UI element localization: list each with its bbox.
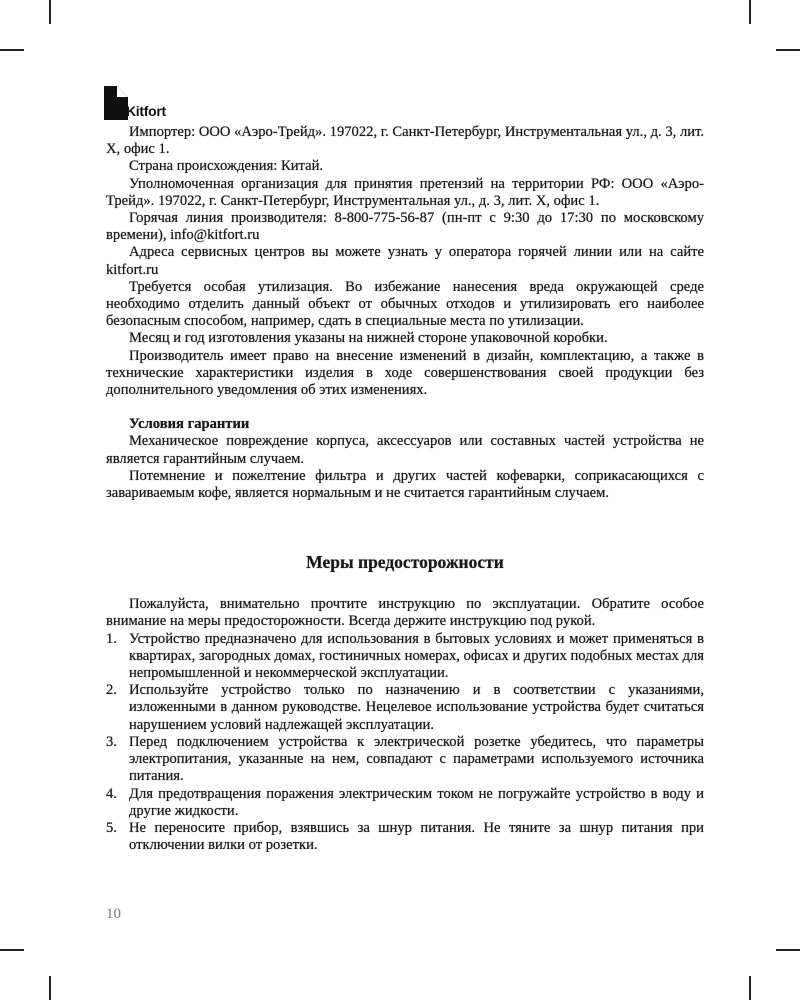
list-item-number: 1. — [106, 630, 117, 647]
list-item — [106, 820, 704, 854]
warranty-paragraph: Механическое повреждение корпуса, аксессуаров или составных частей устройства не является гарантийным случаем. — [106, 433, 704, 467]
brand-logo — [104, 84, 166, 120]
list-item-text: Устройство предназначено для использования в бытовых условиях и может применяться в квартирах, загородных домах, гостиничных номерах, офисах и других подобных местах для непромышленной и некоммерческой эксплуатации. — [129, 630, 704, 682]
list-item-number: 4. — [106, 785, 117, 802]
list-item-text: Не переносите прибор, взявшись за шнур питания. Не тяните за шнур питания при отключении вилки от розетки. — [129, 819, 704, 854]
warranty-heading: Условия гарантии — [129, 416, 250, 433]
page-content — [106, 124, 704, 854]
precautions-title: Меры предосторожности — [306, 552, 504, 573]
service-centers-paragraph: Адреса сервисных центров вы можете узнать у оператора горячей линии или на сайте kitfort.ru — [106, 244, 704, 278]
list-item-number: 5. — [106, 819, 117, 836]
crop-mark-top-right-v — [749, 0, 751, 24]
crop-mark-bottom-left-h — [0, 949, 24, 951]
list-item-text: Для предотвращения поражения электрическим током не погружайте устройство в воду и другие жидкости. — [129, 785, 704, 819]
warranty-paragraph: Потемнение и пожелтение фильтра и других частей кофеварки, соприкасающихся с завариваемым кофе, является нормальным и не считается гарантийным случаем. — [106, 467, 704, 502]
origin-paragraph: Страна происхождения: Китай. — [129, 158, 324, 175]
hotline-paragraph: Горячая линия производителя: 8-800-775-56-87 (пн-пт с 9:30 до 17:30 по московскому времени), info@kitfort.ru — [106, 210, 704, 244]
list-item — [106, 786, 704, 820]
brand-name: Kitfort — [126, 103, 166, 119]
crop-mark-top-left-h — [0, 49, 24, 51]
list-item — [106, 631, 704, 683]
kitfort-logo-icon — [104, 86, 128, 120]
list-item-text: Перед подключением устройства к электрической розетке убедитесь, что параметры электропитания, указанные на нем, совпадают с параметрами используемого источника питания. — [129, 733, 704, 785]
list-item — [106, 682, 704, 734]
authorized-org-paragraph: Уполномоченная организация для принятия претензий на территории РФ: ООО «Аэро-Трейд». 197022, г. Санкт-Петербург, Инструментальная ул., д. 3, лит. Х, офис 1. — [106, 175, 704, 209]
manufacture-date-paragraph: Месяц и год изготовления указаны на нижней стороне упаковочной коробки. — [129, 330, 608, 347]
page-number: 10 — [106, 906, 121, 922]
precautions-list — [106, 631, 704, 855]
list-item-text: Используйте устройство только по назначению и в соответствии с указаниями, изложенными в данном руководстве. Нецелевое использование устройства будет считаться нарушением условий надлежащей эксплуатации. — [129, 682, 704, 733]
crop-mark-top-right-h — [776, 49, 800, 51]
list-item — [106, 734, 704, 786]
crop-mark-bottom-right-h — [776, 949, 800, 951]
crop-mark-bottom-right-v — [749, 976, 751, 1000]
precautions-intro: Пожалуйста, внимательно прочтите инструкцию по эксплуатации. Обратите особое внимание на меры предосторожности. Всегда держите инструкцию под рукой. — [106, 596, 704, 630]
list-item-number: 2. — [106, 682, 117, 699]
list-item-number: 3. — [106, 733, 117, 750]
disposal-paragraph: Требуется особая утилизация. Во избежание нанесения вреда окружающей среде необходимо отделить данный объект от обычных отходов и утилизировать его наиболее безопасным способом, например, сдать в специальные места по утилизации. — [106, 278, 704, 330]
changes-paragraph: Производитель имеет право на внесение изменений в дизайн, комплектацию, а также в технические характеристики изделия в ходе совершенствования своей продукции без дополнительного уведомления об этих изменениях. — [106, 347, 704, 399]
importer-paragraph: Импортер: ООО «Аэро-Трейд». 197022, г. Санкт-Петербург, Инструментальная ул., д. 3, лит. Х, офис 1. — [106, 124, 704, 158]
crop-mark-top-left-v — [49, 0, 51, 24]
crop-mark-bottom-left-v — [49, 976, 51, 1000]
